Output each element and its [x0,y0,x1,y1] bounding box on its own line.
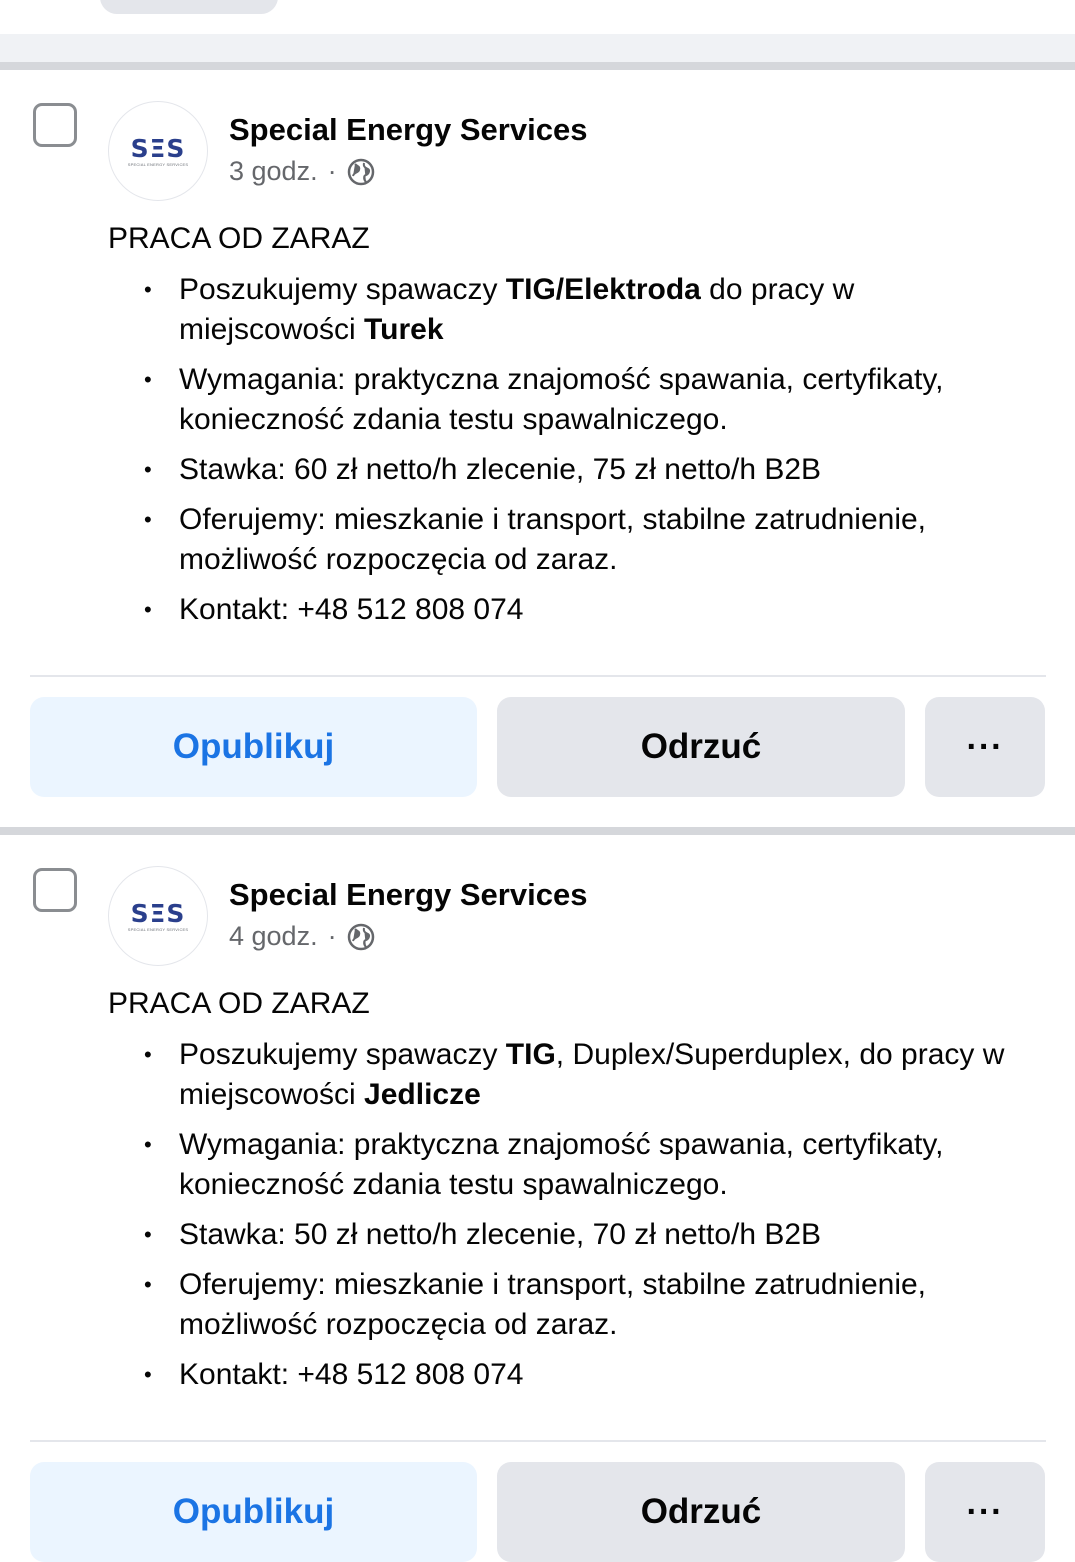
bullet-bold-text: TIG/Elektroda [505,273,701,306]
feed-gap [0,34,1075,62]
post-time[interactable]: 3 godz. [229,156,318,186]
bullet-text: Stawka: 50 zł netto/h zlecenie, 70 zł netto/h B2B [179,1218,822,1251]
globe-icon [347,923,375,951]
bullet-text: Wymagania: praktyczna znajomość spawania, certyfikaty, konieczność zdania testu spawalniczego. [179,363,944,436]
select-post-checkbox[interactable] [33,103,77,147]
more-options-button[interactable] [925,1462,1045,1562]
post-bullet [140,1355,1020,1395]
bullet-text: Oferujemy: mieszkanie i transport, stabilne zatrudnienie, możliwość rozpoczęcia od zaraz. [179,1268,927,1341]
post-time[interactable]: 4 godz. [229,921,318,951]
more-dots-icon: ··· [966,1492,1004,1531]
bullet-text: Oferujemy: mieszkanie i transport, stabilne zatrudnienie, możliwość rozpoczęcia od zaraz. [179,503,927,576]
logo-text: SΞS [130,133,186,163]
more-dots-icon: ··· [966,727,1004,766]
post-bullet [140,1035,1020,1115]
logo-subtitle: SPECIAL ENERGY SERVICES [127,161,189,167]
bullet-text: Kontakt: +48 512 808 074 [179,593,524,626]
bullet-text: Poszukujemy spawaczy [179,273,506,306]
post-bullet [140,500,1020,580]
post-headline: PRACA OD ZARAZ [108,222,370,255]
action-divider [30,675,1046,677]
post-bullet [140,450,1020,490]
reject-button[interactable]: Odrzuć [497,697,905,797]
post-bullet [140,360,1020,440]
meta-separator: · [327,156,337,186]
bullet-text: , Duplex/Superduplex, do pracy w miejscowości [179,1038,1005,1111]
post-bullet [140,590,1020,630]
post-headline: PRACA OD ZARAZ [108,987,370,1020]
bullet-text: Poszukujemy spawaczy [179,1038,506,1071]
globe-icon [347,158,375,186]
bullet-text: Wymagania: praktyczna znajomość spawania, certyfikaty, konieczność zdania testu spawalniczego. [179,1128,944,1201]
page-name[interactable]: Special Energy Services [229,877,588,912]
page-avatar[interactable] [108,101,208,201]
post-bullet-list [140,1035,1020,1405]
post-meta [229,921,375,952]
reject-button[interactable]: Odrzuć [497,1462,905,1562]
bullet-bold-text: Turek [364,313,444,346]
publish-button[interactable]: Opublikuj [30,1462,477,1562]
post-bullet [140,1125,1020,1205]
previous-post-button[interactable] [100,0,278,14]
bullet-bold-text: TIG [505,1038,556,1071]
more-options-button[interactable] [925,697,1045,797]
post-bullet [140,1215,1020,1255]
page-avatar[interactable] [108,866,208,966]
action-divider [30,1440,1046,1442]
pending-post [0,70,1075,830]
post-divider [0,62,1075,70]
publish-button[interactable]: Opublikuj [30,697,477,797]
post-bullet [140,1265,1020,1345]
meta-separator: · [327,921,337,951]
logo-subtitle: SPECIAL ENERGY SERVICES [127,926,189,932]
top-strip [0,0,1075,36]
bullet-bold-text: Jedlicze [364,1078,481,1111]
post-bullet-list [140,270,1020,640]
page-name[interactable]: Special Energy Services [229,112,588,147]
post-bullet [140,270,1020,350]
bullet-text: do pracy w miejscowości [179,273,855,346]
logo-text: SΞS [130,898,186,928]
select-post-checkbox[interactable] [33,868,77,912]
post-meta [229,156,375,187]
post-divider [0,827,1075,835]
bullet-text: Stawka: 60 zł netto/h zlecenie, 75 zł netto/h B2B [179,453,822,486]
pending-post [0,835,1075,1531]
bullet-text: Kontakt: +48 512 808 074 [179,1358,524,1391]
